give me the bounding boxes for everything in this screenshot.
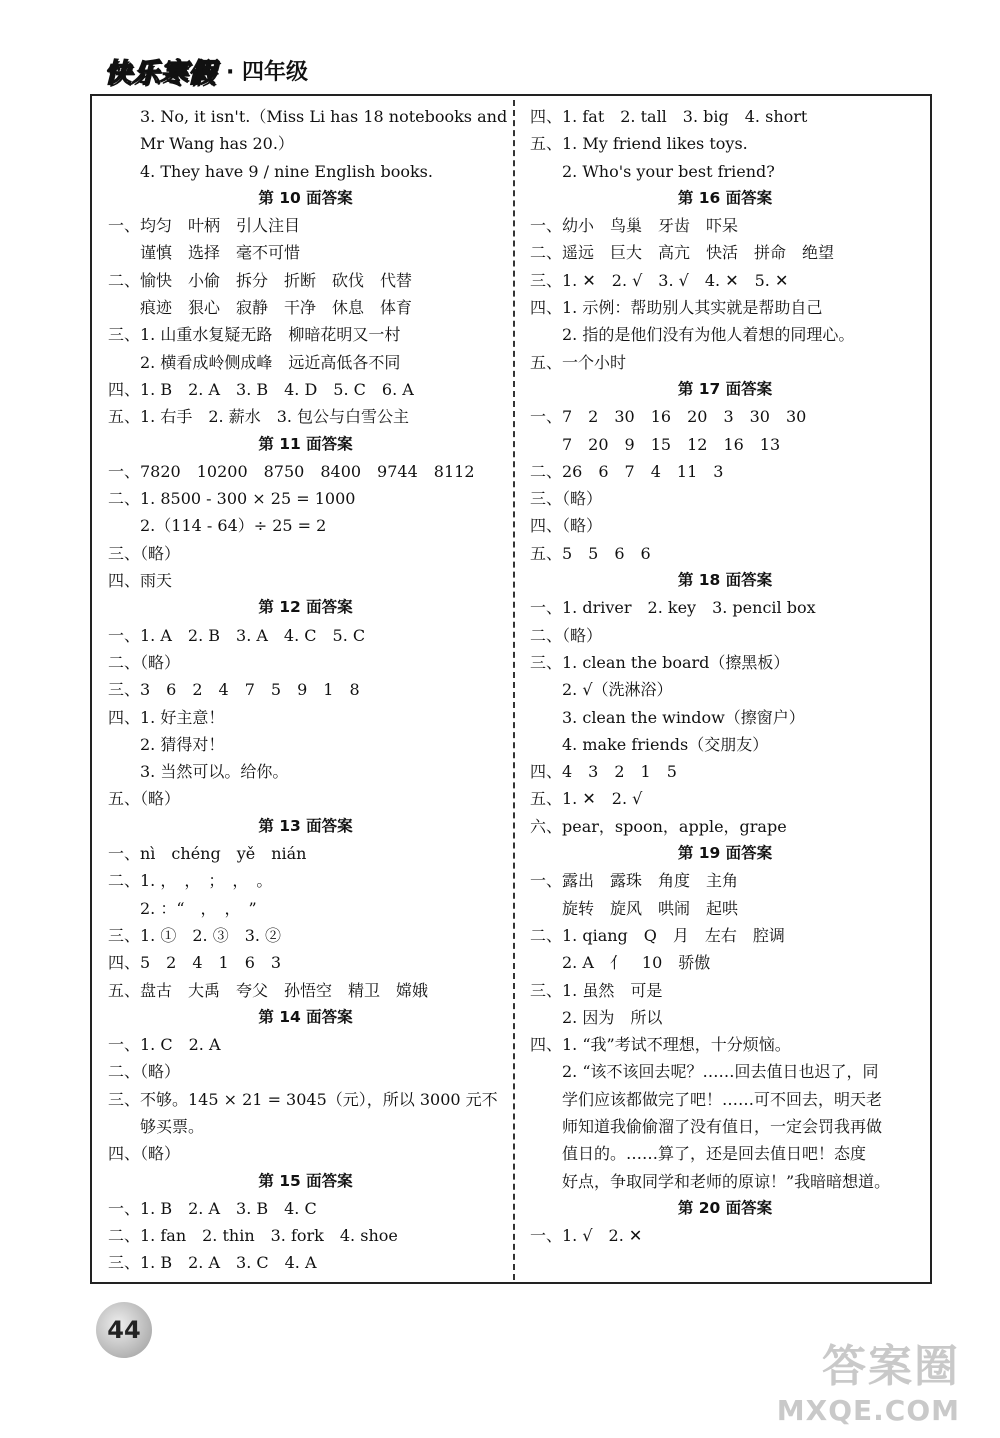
answer-line: 三、1. B 2. A 3. C 4. A	[108, 1253, 317, 1273]
watermark-url: MXQE.COM	[776, 1394, 960, 1427]
answer-line: 三、（略）	[530, 489, 603, 509]
section-heading: 第 20 面答案	[677, 1198, 773, 1217]
answer-line: 五、5 5 6 6	[530, 543, 651, 563]
answer-line: 2. 因为 所以	[562, 1007, 663, 1027]
answer-line: 三、（略）	[108, 543, 181, 563]
answer-line: 四、1. fat 2. tall 3. big 4. short	[530, 107, 808, 126]
answer-line: 二、1. ， ， ； ， 。	[108, 871, 273, 891]
answer-line: 2. √（洗淋浴）	[562, 680, 673, 700]
answer-line: 旋转 旋风 哄闹 起哄	[562, 898, 739, 918]
answer-line: 一、1. driver 2. key 3. pencil box	[530, 598, 816, 618]
answer-line: 2. Who's your best friend?	[562, 161, 775, 181]
answer-line: 4. They have 9 / nine English books.	[140, 161, 433, 181]
page-number: 44	[107, 1316, 141, 1344]
answer-line: 2.（114 - 64）÷ 25 = 2	[140, 516, 327, 536]
column-divider	[513, 100, 515, 1280]
answer-line: 一、幼小 鸟巢 牙齿 吓呆	[530, 216, 739, 236]
answer-line: 一、nì chéng yě nián	[108, 844, 307, 864]
section-heading: 第 14 面答案	[258, 1007, 353, 1026]
answer-line: 2. A 亻 10 骄傲	[562, 953, 711, 973]
section-heading: 第 13 面答案	[258, 816, 353, 835]
answer-line: 五、（略）	[108, 789, 181, 809]
answer-line: 五、盘古 大禹 夸父 孙悟空 精卫 嫦娥	[108, 980, 429, 1000]
answer-line: 二、26 6 7 4 11 3	[530, 461, 724, 481]
left-column	[108, 103, 508, 1277]
answer-line: 二、1. 8500 - 300 × 25 = 1000	[108, 489, 356, 509]
book-logo: 快乐寒假	[104, 57, 216, 89]
answer-line: 四、1. 好主意！	[108, 707, 225, 727]
answer-line: 四、4 3 2 1 5	[530, 762, 677, 782]
answer-line: 一、露出 露珠 角度 主角	[530, 871, 739, 891]
watermark-logo: 答案圈	[822, 1341, 960, 1392]
section-heading: 第 15 面答案	[258, 1171, 353, 1190]
answer-line: 一、7820 10200 8750 8400 9744 8112	[108, 461, 475, 481]
answer-line: 一、1. B 2. A 3. B 4. C	[108, 1198, 317, 1218]
answer-line: 一、1. A 2. B 3. A 4. C 5. C	[108, 625, 366, 645]
answer-line: 二、1. qiang Q 月 左右 腔调	[530, 925, 785, 945]
answer-line: 四、1. B 2. A 3. B 4. D 5. C 6. A	[108, 379, 414, 399]
answer-line: 学们应该都做完了吧！……可不回去，明天老	[562, 1089, 883, 1109]
answer-line: 谨慎 选择 毫不可惜	[140, 243, 301, 263]
section-heading: 第 16 面答案	[677, 188, 773, 207]
answer-line: 4. make friends（交朋友）	[562, 734, 769, 754]
answer-line: 六、pear，spoon，apple，grape	[530, 816, 787, 836]
right-column	[530, 103, 920, 1249]
answer-line: 二、1. fan 2. thin 3. fork 4. shoe	[108, 1226, 398, 1246]
answer-line: 一、1. √ 2. ✕	[530, 1226, 643, 1246]
answer-line: 四、雨天	[108, 571, 173, 591]
answer-line: 一、7 2 30 16 20 3 30 30	[530, 407, 807, 427]
answer-line: 五、一个小时	[530, 352, 627, 372]
answer-line: 五、1. My friend likes toys.	[530, 134, 748, 154]
answer-line: 五、1. 右手 2. 薪水 3. 包公与白雪公主	[108, 407, 410, 427]
answer-line: 三、1. 虽然 可是	[530, 980, 663, 1000]
answer-line: 2. 横看成岭侧成峰 远近高低各不同	[140, 352, 401, 372]
answer-line: 二、（略）	[530, 625, 603, 645]
answer-line: 3. 当然可以。给你。	[140, 762, 289, 782]
answer-line: 二、（略）	[108, 652, 181, 672]
section-heading: 第 10 面答案	[258, 188, 353, 207]
answer-line: 2. 指的是他们没有为他人着想的同理心。	[562, 325, 855, 345]
answer-line: 三、1. ✕ 2. √ 3. √ 4. ✕ 5. ✕	[530, 270, 789, 290]
page-number-badge	[96, 1302, 152, 1358]
section-heading: 第 19 面答案	[677, 844, 773, 863]
section-heading: 第 11 面答案	[258, 434, 353, 453]
answer-line: 四、（略）	[530, 516, 603, 536]
watermark	[777, 1330, 960, 1427]
answer-line: 2. “该不该回去呢？……回去值日也迟了，同	[562, 1062, 879, 1082]
answer-line: 2. 猜得对！	[140, 734, 225, 754]
answer-line: 五、1. ✕ 2. √	[530, 789, 643, 809]
answer-line: 三、1. 山重水复疑无路 柳暗花明又一村	[108, 325, 401, 345]
grade-label: · 四年级	[226, 59, 309, 85]
answer-line: 3. No, it isn't.（Miss Li has 18 notebooks and	[140, 107, 508, 126]
answer-line: 值日的。……算了，还是回去值日吧！态度	[562, 1144, 867, 1164]
answer-line: 四、1. “我”考试不理想，十分烦恼。	[530, 1035, 791, 1055]
section-heading: 第 18 面答案	[677, 571, 773, 590]
answer-line: 三、不够。145 × 21 = 3045（元），所以 3000 元不	[108, 1089, 498, 1109]
answer-line: 二、（略）	[108, 1062, 181, 1082]
answer-line: 四、1. 示例：帮助别人其实就是帮助自己	[530, 298, 823, 318]
answer-line: 四、（略）	[108, 1144, 181, 1164]
answer-line: 好点，争取同学和老师的原谅！”我暗暗想道。	[562, 1171, 891, 1191]
answer-line: 三、1. ① 2. ③ 3. ②	[108, 925, 282, 945]
answer-line: Mr Wang has 20.）	[140, 134, 294, 154]
answer-line: 二、愉快 小偷 拆分 折断 砍伐 代替	[108, 270, 413, 290]
answer-line: 二、遥远 巨大 高亢 快活 拼命 绝望	[530, 243, 835, 263]
section-heading: 第 12 面答案	[258, 598, 353, 617]
answer-line: 一、1. C 2. A	[108, 1035, 221, 1055]
answer-line: 师知道我偷偷溜了没有值日，一定会罚我再做	[562, 1116, 883, 1136]
section-heading: 第 17 面答案	[677, 379, 773, 398]
answer-line: 够买票。	[140, 1116, 205, 1136]
answer-line: 2. ：“ ， ， ”	[140, 898, 257, 918]
answer-line: 3. clean the window（擦窗户）	[562, 707, 805, 727]
answer-line: 三、3 6 2 4 7 5 9 1 8	[108, 680, 360, 700]
answer-line: 一、均匀 叶柄 引人注目	[108, 216, 301, 236]
answer-line: 痕迹 狠心 寂静 干净 休息 体育	[140, 298, 413, 318]
answer-line: 7 20 9 15 12 16 13	[562, 434, 781, 454]
answer-line: 四、5 2 4 1 6 3	[108, 953, 282, 973]
answer-line: 三、1. clean the board（擦黑板）	[530, 652, 790, 672]
page-header	[104, 48, 308, 92]
